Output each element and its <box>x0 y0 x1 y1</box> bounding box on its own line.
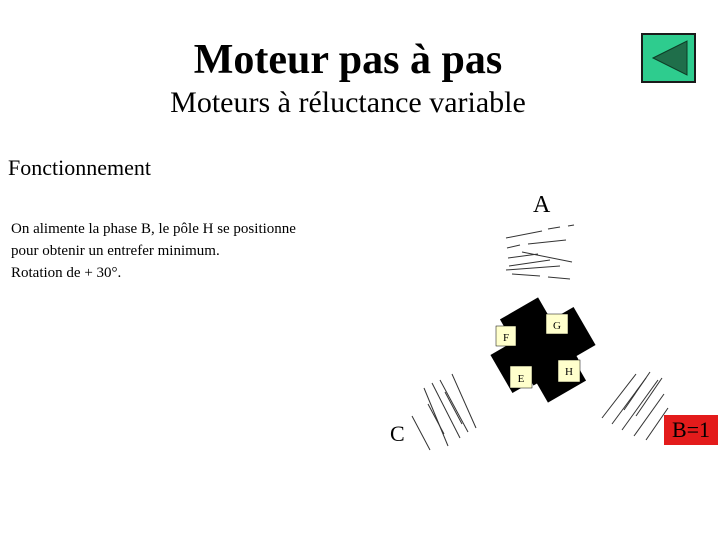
stator-pole-c-label: C <box>390 421 405 446</box>
rotor-pole-e <box>510 366 532 388</box>
stator-pole-a-coil <box>506 225 574 279</box>
rotor-pole-h-label: H <box>565 366 573 378</box>
page-title: Moteur pas à pas <box>193 37 503 83</box>
rotor-pole-g <box>546 314 568 334</box>
stator-pole-b-coil <box>602 372 668 440</box>
description-line: Rotation de + 30°. <box>11 265 122 281</box>
rotor-pole-e-label: E <box>517 373 525 385</box>
section-heading: Fonctionnement <box>8 155 151 180</box>
stator-pole-a-label: A <box>533 192 551 218</box>
rotor-pole-f-label: F <box>502 332 510 344</box>
rotor-pole-f <box>496 326 516 346</box>
description-line: pour obtenir un entrefer minimum. <box>11 243 220 259</box>
rotor <box>477 284 608 415</box>
rotor-pole-h <box>558 360 580 382</box>
rotor-pole-g-label: G <box>553 320 561 332</box>
stator-pole-c-coil <box>412 374 476 450</box>
description-line: On alimente la phase B, le pôle H se positionne <box>11 221 296 237</box>
phase-state-badge: B=1 <box>664 415 718 445</box>
page-subtitle: Moteurs à réluctance variable <box>170 86 526 119</box>
